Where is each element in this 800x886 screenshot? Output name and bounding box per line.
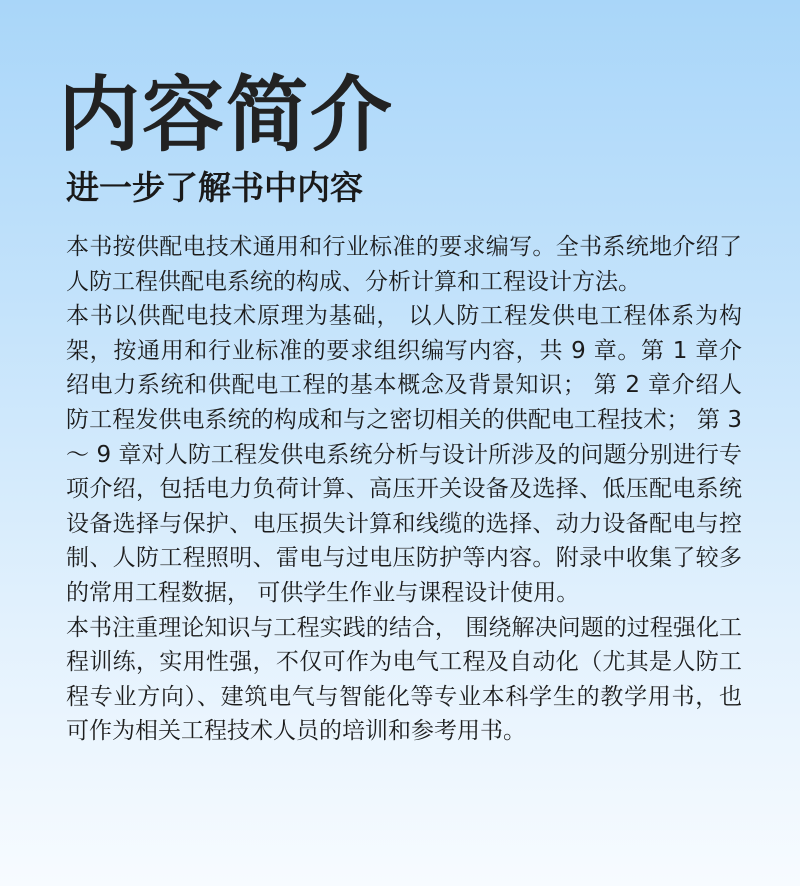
intro-paragraph-1: 本书按供配电技术通用和行业标准的要求编写。全书系统地介绍了人防工程供配电系统的构成、分析计算和工程设计方法。 xyxy=(66,234,742,295)
intro-paragraph-3: 本书注重理论知识与工程实践的结合， 围绕解决问题的过程强化工程训练，实用性强，不仅可作为电气工程及自动化（尤其是人防工程专业方向）、建筑电气与智能化等专业本科学生的教学用书，也可作为相关工程技术人员的培训和参考用书。 xyxy=(66,614,742,745)
page-subtitle: 进一步了解书中内容 xyxy=(66,168,363,207)
intro-paragraph-2: 本书以供配电技术原理为基础， 以人防工程发供电工程体系为构架，按通用和行业标准的要求组织编写内容，共 9 章。第 1 章介绍电力系统和供配电工程的基本概念及背景知识； 第 2 章介绍人防工程发供电系统的构成和与之密切相关的供配电工程技术； 第 3 ～ 9 章对人防工程发供电系统分析与设计所涉及的问题分别进行专项介绍，包括电力负荷计算、高压开关设备及选择、低压配电系统设备选择与保护、电压损失计算和线缆的选择、动力设备配电与控制、人防工程照明、雷电与过电压防护等内容。附录中收集了较多的常用工程数据， 可供学生作业与课程设计使用。 xyxy=(66,303,742,606)
page-title: 内容简介 xyxy=(58,68,395,163)
intro-body xyxy=(66,230,742,749)
